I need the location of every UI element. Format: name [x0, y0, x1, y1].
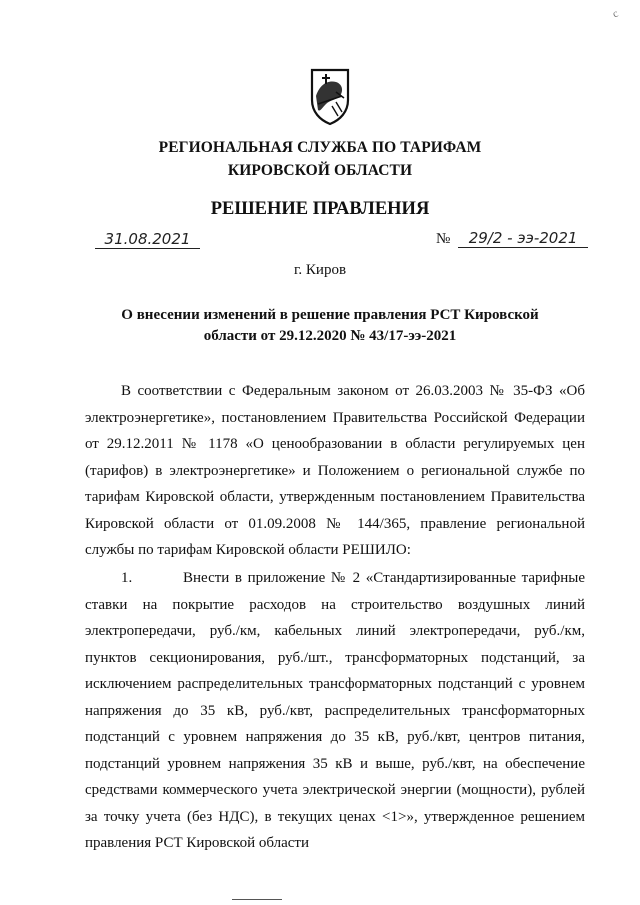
footer-divider — [232, 899, 282, 900]
preamble-text: В соответствии с Федеральным законом от 26.03.2003 № 35-ФЗ «Об электроэнергетике», постановлением Правительства Российской Федерации от 29.12.2011 № 1178 «О ценообразовании в области регулируемых цен (тарифов) в электроэнергетике» и Положением о региональной службе по тарифам Кировской области, утвержденным постановлением Правительства Кировской области от 01.09.2008 № 144/365, правление региональной службы по тарифам Кировской области РЕШИЛО: — [85, 383, 585, 558]
subject-line1: О внесении изменений в решение правления РСТ Кировской — [121, 307, 539, 323]
org-name-line1: РЕГИОНАЛЬНАЯ СЛУЖБА ПО ТАРИФАМ — [158, 139, 482, 156]
org-name-line2: КИРОВСКОЙ ОБЛАСТИ — [227, 162, 413, 179]
corner-mark: с — [610, 7, 621, 21]
item-1-paragraph — [85, 565, 585, 857]
item-1-text: Внести в приложение № 2 «Стандартизированные тарифные ставки на покрытие расходов на строительство воздушных линий электропередачи, руб./км, кабельных линий электропередачи, руб./км, пунктов секционирования, руб./шт., трансформаторных подстанций, за исключением распределительных трансформаторных подстанций с уровнем напряжения до 35 кВ, руб./квт, распределительных трансформаторных подстанций с уровнем напряжения до 35 кВ, руб./квт, центров питания, подстанций уровнем напряжения 35 кВ и выше, руб./квт, на обеспечение средствами коммерческого учета электрической энергии (мощности), рублей за точку учета (без НДС), в текущих ценах <1>», утвержденное решением правления РСТ Кировской области — [85, 570, 585, 851]
decision-subject — [120, 305, 540, 347]
kirov-coat-of-arms-icon — [306, 66, 354, 126]
document-title: РЕШЕНИЕ ПРАВЛЕНИЯ — [210, 199, 430, 219]
decision-date: 31.08.2021 — [95, 230, 200, 249]
subject-line2: области от 29.12.2020 № 43/17-ээ-2021 — [203, 328, 457, 344]
decision-number-block — [436, 229, 588, 248]
preamble-paragraph — [85, 378, 585, 564]
item-1-number: 1. — [121, 570, 133, 586]
city: г. Киров — [293, 262, 347, 278]
decision-number: 29/2 - ээ-2021 — [458, 229, 588, 248]
number-label: № — [436, 231, 451, 247]
item-1 — [85, 565, 585, 857]
